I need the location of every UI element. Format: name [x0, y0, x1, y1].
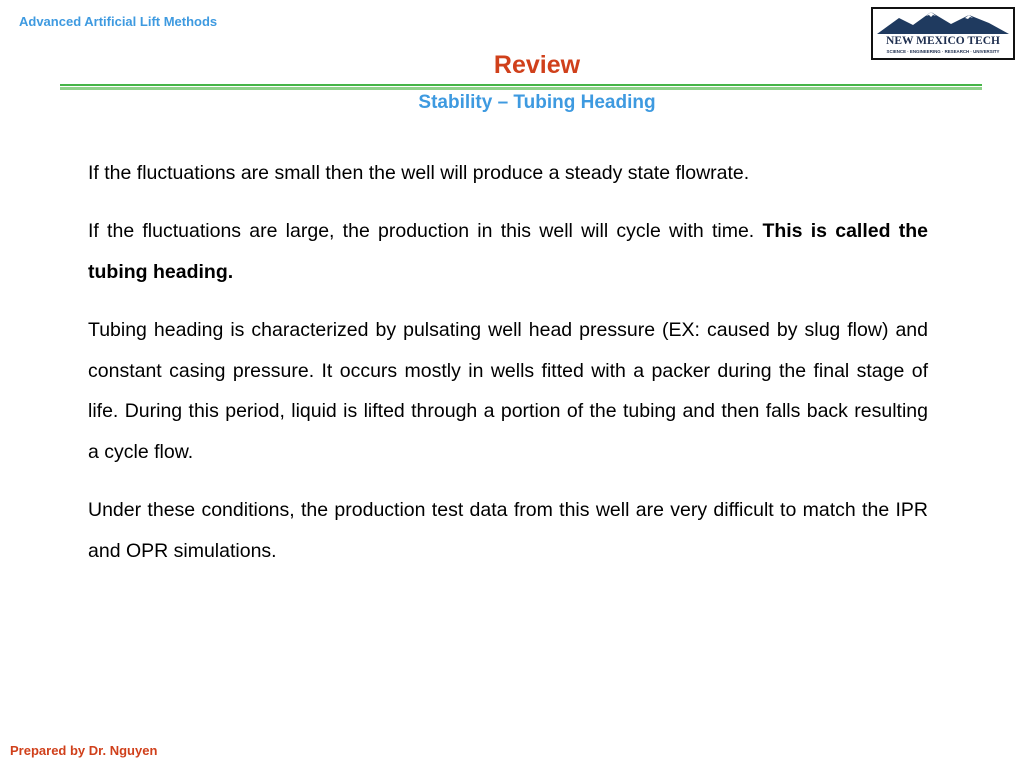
- prepared-by: Prepared by Dr. Nguyen: [10, 743, 158, 758]
- paragraph-conditions: Under these conditions, the production test data from this well are very difficult to match the IPR and OPR simulations.: [88, 499, 928, 562]
- slide-subtitle: Stability – Tubing Heading: [418, 92, 656, 113]
- paragraph-large-fluctuations: [88, 211, 928, 292]
- slide-title: Review: [493, 51, 581, 79]
- logo-name: NEW MEXICO TECH: [886, 35, 1000, 47]
- paragraph-text: If the fluctuations are large, the production in this well will cycle with time.: [88, 220, 763, 242]
- logo-tagline: SCIENCE · ENGINEERING · RESEARCH · UNIVERSITY: [886, 49, 1000, 54]
- paragraph-small-fluctuations: If the fluctuations are small then the well will produce a steady state flowrate.: [88, 162, 750, 184]
- tubing-heading-definition: This is called the tubing heading.: [88, 220, 928, 283]
- paragraph-characterization: Tubing heading is characterized by pulsating well head pressure (EX: caused by slug flow) and constant casing pressure. It occurs mostly in wells fitted with a packer during the final stage of life. During this period, liquid is lifted through a portion of the tubing and then falls back resulting a cycle flow.: [88, 319, 928, 463]
- course-title: Advanced Artificial Lift Methods: [19, 14, 218, 29]
- title-divider: [60, 84, 982, 90]
- slide-body: [88, 160, 928, 589]
- mountain-icon: [873, 9, 1013, 35]
